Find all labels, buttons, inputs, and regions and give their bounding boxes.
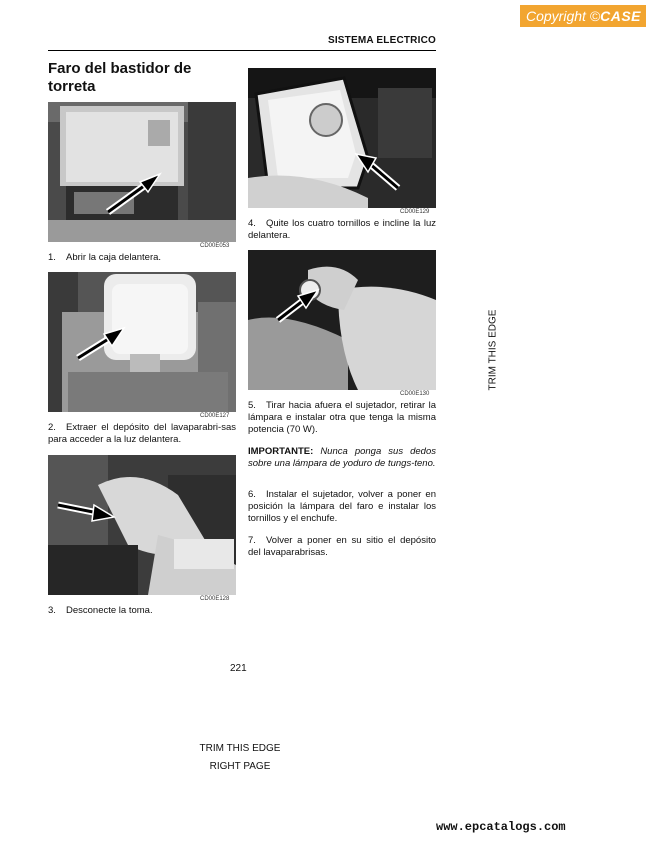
step-6 <box>248 489 436 525</box>
trim-edge-vertical <box>482 300 504 400</box>
step-5-text: Tirar hacia afuera el sujetador, retirar la lámpara e instalar otra que tenga la misma potencia (70 W). <box>248 400 436 435</box>
step-5 <box>248 400 436 436</box>
figure-2-photo <box>48 272 236 412</box>
right-page-label: RIGHT PAGE <box>209 761 271 772</box>
figure-5-photo <box>248 250 436 390</box>
section-title: Faro del bastidor de torreta <box>48 60 192 95</box>
step-6-number: 6. <box>248 489 256 500</box>
step-2-text: Extraer el depósito del lavaparabri-sas para acceder a la luz delantera. <box>48 422 236 445</box>
important-text: Nunca ponga sus dedos sobre una lámpara de yoduro de tungs-teno. <box>248 446 436 469</box>
figure-4-code: CD00E129 <box>400 209 430 215</box>
figure-1-photo <box>48 102 236 242</box>
figure-3-code: CD00E128 <box>200 596 230 602</box>
important-note <box>248 446 436 470</box>
page-number: 221 <box>230 663 247 674</box>
step-1-text: Abrir la caja delantera. <box>66 252 162 263</box>
copyright-badge <box>520 5 646 27</box>
step-7 <box>248 535 436 559</box>
step-4 <box>248 218 436 242</box>
step-4-number: 4. <box>248 218 256 229</box>
figure-4-photo <box>248 68 436 208</box>
copyright-text: Copyright © <box>526 8 601 24</box>
figure-5-code: CD00E130 <box>400 391 430 397</box>
figure-2-code: CD00E127 <box>200 413 230 419</box>
step-2-number: 2. <box>48 422 56 433</box>
website-link[interactable]: www.epcatalogs.com <box>436 820 566 834</box>
header-rule <box>48 50 436 51</box>
step-1 <box>48 252 236 264</box>
trim-edge-vertical-text: TRIM THIS EDGE <box>487 309 499 391</box>
figure-1-code: CD00E053 <box>200 243 230 249</box>
step-3 <box>48 605 236 617</box>
header-title: SISTEMA ELECTRICO <box>327 35 436 46</box>
step-7-number: 7. <box>248 535 256 546</box>
step-3-number: 3. <box>48 605 56 616</box>
step-7-text: Volver a poner en su sitio el depósito del lavaparabrisas. <box>248 535 436 558</box>
step-2 <box>48 422 236 446</box>
case-logo: CASE <box>600 8 642 24</box>
step-5-number: 5. <box>248 400 256 411</box>
step-4-text: Quite los cuatro tornillos e incline la luz delantera. <box>248 218 436 241</box>
figure-3-photo <box>48 455 236 595</box>
important-label: IMPORTANTE: <box>248 446 314 457</box>
step-1-number: 1. <box>48 252 56 263</box>
trim-edge-bottom: TRIM THIS EDGE <box>199 743 281 754</box>
step-3-text: Desconecte la toma. <box>66 605 153 616</box>
step-6-text: Instalar el sujetador, volver a poner en posición la lámpara del faro e instalar los tornillos y el enchufe. <box>248 489 436 524</box>
